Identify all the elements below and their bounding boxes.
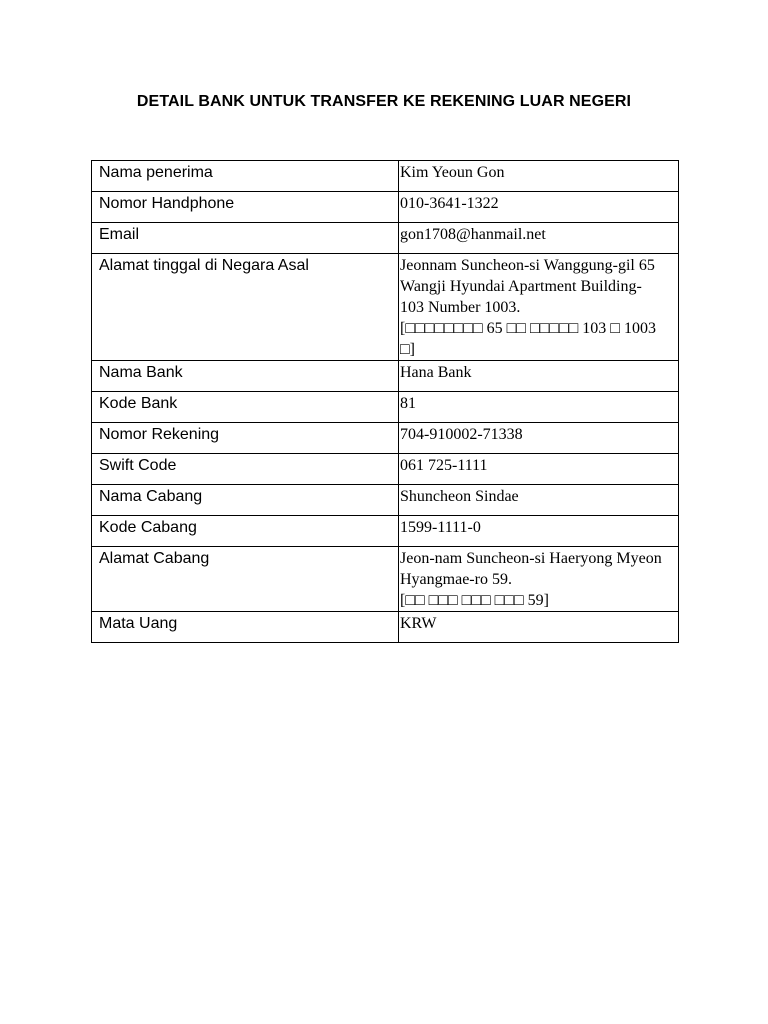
table-row — [92, 161, 679, 192]
table-row — [92, 454, 679, 485]
row-value: Hana Bank — [399, 361, 679, 392]
page-title: DETAIL BANK UNTUK TRANSFER KE REKENING LUAR NEGERI — [136, 93, 632, 110]
row-value: KRW — [399, 612, 679, 643]
row-value: gon1708@hanmail.net — [399, 223, 679, 254]
row-value: Shuncheon Sindae — [399, 485, 679, 516]
row-label: Nomor Handphone — [92, 192, 399, 223]
table-row — [92, 254, 679, 361]
row-label: Alamat Cabang — [92, 547, 399, 612]
row-value: Jeon-nam Suncheon-si Haeryong Myeon Hyangmae-ro 59. [□□ □□□ □□□ □□□ 59] — [399, 547, 679, 612]
row-value: 81 — [399, 392, 679, 423]
row-label: Kode Cabang — [92, 516, 399, 547]
row-label: Nama penerima — [92, 161, 399, 192]
table-row — [92, 612, 679, 643]
row-value: 1599-1111-0 — [399, 516, 679, 547]
table-row — [92, 547, 679, 612]
row-label: Nama Bank — [92, 361, 399, 392]
table-row — [92, 361, 679, 392]
table-row — [92, 423, 679, 454]
row-value: 010-3641-1322 — [399, 192, 679, 223]
row-label: Nama Cabang — [92, 485, 399, 516]
table-row — [92, 392, 679, 423]
bank-details-table — [91, 160, 679, 643]
row-label: Mata Uang — [92, 612, 399, 643]
row-label: Alamat tinggal di Negara Asal — [92, 254, 399, 361]
row-label: Kode Bank — [92, 392, 399, 423]
table-row — [92, 192, 679, 223]
row-value: Kim Yeoun Gon — [399, 161, 679, 192]
table-row — [92, 516, 679, 547]
table-row — [92, 485, 679, 516]
row-value: 704-910002-71338 — [399, 423, 679, 454]
row-label: Nomor Rekening — [92, 423, 399, 454]
row-value: 061 725-1111 — [399, 454, 679, 485]
table-row — [92, 223, 679, 254]
row-label: Email — [92, 223, 399, 254]
row-value: Jeonnam Suncheon-si Wanggung-gil 65 Wangji Hyundai Apartment Building- 103 Number 1003. [□□□□□□□□ 65 □□ □□□□□ 103 □ 1003 □] — [399, 254, 679, 361]
row-label: Swift Code — [92, 454, 399, 485]
